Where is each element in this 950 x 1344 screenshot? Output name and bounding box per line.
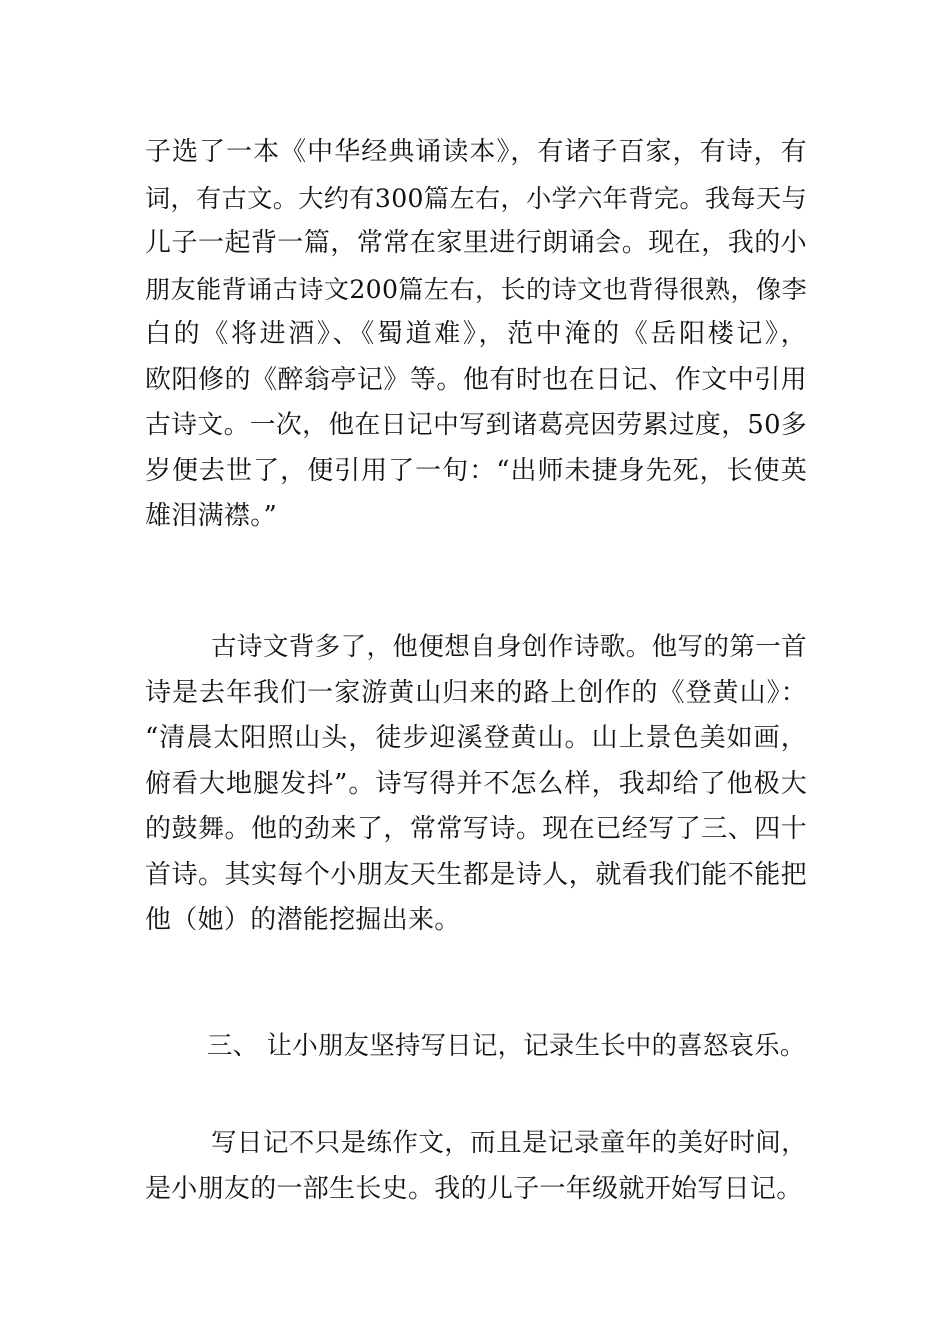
text-line: 写日记不只是练作文，而且是记录童年的美好时间， [211, 1128, 807, 1158]
text-line: 欧阳修的《醉翁亭记》等。他有时也在日记、作文中引用 [145, 364, 807, 395]
text-line: 雄泪满襟。” [145, 501, 278, 531]
section-heading-text: 三、 让小朋友坚持写日记，记录生长中的喜怒哀乐。 [207, 1030, 806, 1060]
text-line: 白的《将进酒》、《蜀道难》，范中淹的《岳阳楼记》， [145, 319, 807, 349]
text-line: 朋友能背诵古诗文200篇左右，长的诗文也背得很熟，像李 [145, 274, 807, 304]
text-line: 词，有古文。大约有300篇左右，小学六年背完。我每天与 [145, 183, 807, 213]
text-line: 诗是去年我们一家游黄山归来的路上创作的《登黄山》： [145, 677, 807, 708]
text-line: 子选了一本《中华经典诵读本》，有诸子百家，有诗，有 [145, 137, 807, 167]
text-line: “清晨太阳照山头，徒步迎溪登黄山。山上景色美如画， [145, 723, 807, 753]
text-line: 首诗。其实每个小朋友天生都是诗人，就看我们能不能把 [145, 859, 807, 890]
paragraph-1 [145, 130, 807, 540]
text-line: 是小朋友的一部生长史。我的儿子一年级就开始写日记。 [145, 1173, 803, 1204]
text-line: 儿子一起背一篇，常常在家里进行朗诵会。现在，我的小 [145, 228, 807, 258]
text-line: 俯看大地腿发抖”。诗写得并不怎么样，我却给了他极大 [145, 768, 807, 799]
text-line: 的鼓舞。他的劲来了，常常写诗。现在已经写了三、四十 [145, 814, 807, 844]
text-line: 古诗文背多了，他便想自身创作诗歌。他写的第一首 [211, 632, 807, 662]
text-line: 古诗文。一次，他在日记中写到诸葛亮因劳累过度，50多 [145, 410, 807, 440]
paragraph-2 [145, 625, 807, 944]
text-line: 岁便去世了，便引用了一句：“出师未捷身先死，长使英 [145, 455, 807, 486]
section-heading [145, 1023, 807, 1069]
paragraph-3 [145, 1121, 807, 1212]
text-line: 他（她）的潜能挖掘出来。 [145, 905, 461, 935]
